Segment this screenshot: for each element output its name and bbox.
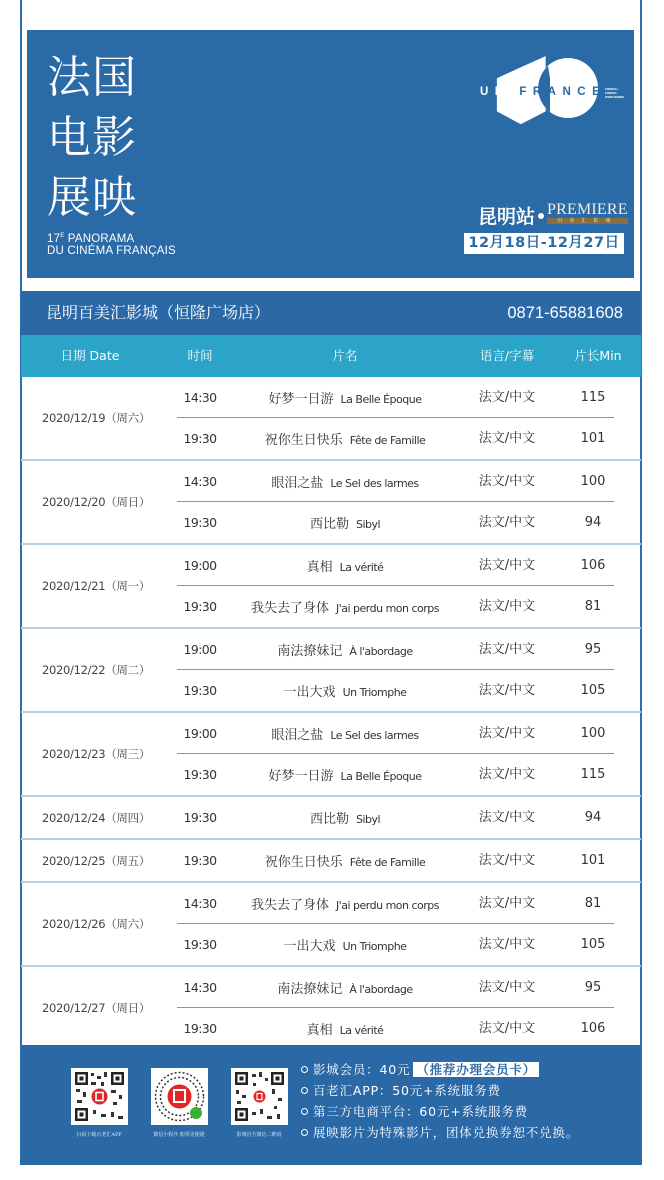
showtime: 14:30 bbox=[183, 896, 217, 911]
showtime: 19:00 bbox=[183, 726, 217, 741]
note-third-party-price: 第三方电商平台：60元+系统服务费 bbox=[301, 1101, 579, 1122]
festival-date-range: 12月18日-12月27日 bbox=[464, 233, 624, 254]
film-title-cn: 一出大戏 bbox=[283, 939, 336, 954]
unifrance-tagline: FRENCH CINEMA WORLDWIDE bbox=[605, 87, 625, 99]
table-row bbox=[21, 713, 641, 754]
cinema-phone: 0871-65881608 bbox=[507, 304, 623, 322]
showtime: 14:30 bbox=[183, 980, 217, 995]
language-subtitle: 法文/中文 bbox=[478, 1021, 536, 1036]
film-title bbox=[277, 629, 412, 672]
festival-title bbox=[47, 48, 137, 228]
film-title-fr: À l'abordage bbox=[349, 983, 413, 996]
date-cell: 2020/12/27（周日） bbox=[41, 1001, 151, 1015]
schedule-table-header bbox=[21, 335, 641, 377]
showtime: 14:30 bbox=[183, 390, 217, 405]
film-title-cn: 眼泪之盐 bbox=[271, 476, 324, 491]
table-row bbox=[21, 629, 641, 670]
qr-code-icon[interactable] bbox=[231, 1068, 288, 1125]
member-card-highlight: （推荐办理会员卡） bbox=[413, 1062, 539, 1077]
date-cell: 2020/12/24（周四） bbox=[41, 810, 151, 825]
table-row bbox=[21, 797, 641, 838]
language-subtitle: 法文/中文 bbox=[478, 937, 536, 952]
duration-min: 106 bbox=[580, 558, 606, 573]
showtime: 19:30 bbox=[183, 515, 217, 530]
film-title-cn: 好梦一日游 bbox=[268, 769, 334, 784]
film-title-fr: Sibyl bbox=[355, 813, 381, 826]
subtitle-panorama: PANORAMA bbox=[64, 233, 135, 245]
date-group bbox=[21, 629, 641, 713]
date-cell: 2020/12/25（周五） bbox=[41, 853, 151, 868]
date-group bbox=[21, 840, 641, 883]
subtitle-cinema: DU CINÉMA FRANÇAIS bbox=[47, 245, 176, 257]
film-title-cn: 好梦一日游 bbox=[268, 392, 334, 407]
duration-min: 95 bbox=[584, 642, 602, 657]
date-group bbox=[21, 883, 641, 967]
language-subtitle: 法文/中文 bbox=[478, 558, 536, 573]
table-row bbox=[21, 840, 641, 881]
date-group bbox=[21, 713, 641, 797]
date-group bbox=[21, 461, 641, 545]
film-title-cn: 我失去了身体 bbox=[250, 898, 329, 913]
language-subtitle: 法文/中文 bbox=[478, 390, 536, 405]
language-subtitle: 法文/中文 bbox=[478, 896, 536, 911]
film-title-fr: La Belle Époque bbox=[340, 393, 422, 406]
showtime: 19:00 bbox=[183, 642, 217, 657]
cinema-name: 昆明百美汇影城（恒隆广场店） bbox=[46, 303, 271, 322]
table-row bbox=[21, 461, 641, 502]
qr-caption: 影城官方微信二维码 bbox=[236, 1132, 282, 1138]
language-subtitle: 法文/中文 bbox=[478, 726, 536, 741]
showtime: 19:30 bbox=[183, 683, 217, 698]
duration-min: 105 bbox=[580, 683, 606, 698]
title-line: 电影 bbox=[47, 112, 137, 163]
festival-subtitle bbox=[47, 230, 176, 257]
circle-bullet-icon bbox=[301, 1066, 308, 1073]
mini-program-code-icon[interactable] bbox=[151, 1068, 208, 1125]
language-subtitle: 法文/中文 bbox=[478, 431, 536, 446]
showtime: 19:30 bbox=[183, 767, 217, 782]
qr-code-icon[interactable] bbox=[71, 1068, 128, 1125]
film-title-fr: La Belle Époque bbox=[340, 770, 422, 783]
film-title bbox=[269, 754, 422, 797]
language-subtitle: 法文/中文 bbox=[478, 810, 536, 825]
premiere-logo: PREMIERE 百美汇影城 bbox=[547, 200, 628, 224]
header-date: 日期 Date bbox=[60, 348, 120, 363]
edition-suffix: E bbox=[60, 233, 65, 239]
film-title-cn: 我失去了身体 bbox=[250, 601, 329, 616]
duration-min: 101 bbox=[580, 853, 606, 868]
film-title-cn: 祝你生日快乐 bbox=[264, 433, 343, 448]
showtime: 19:30 bbox=[183, 599, 217, 614]
language-subtitle: 法文/中文 bbox=[478, 599, 536, 614]
showtime: 19:30 bbox=[183, 1021, 217, 1036]
film-title bbox=[310, 797, 380, 840]
film-title-fr: Un Triomphe bbox=[342, 940, 407, 953]
duration-min: 100 bbox=[580, 474, 606, 489]
date-cell: 2020/12/20（周日） bbox=[41, 495, 151, 509]
language-subtitle: 法文/中文 bbox=[478, 683, 536, 698]
film-title bbox=[269, 377, 422, 420]
showtime: 19:30 bbox=[183, 431, 217, 446]
duration-min: 115 bbox=[580, 390, 606, 405]
showtime: 14:30 bbox=[183, 474, 217, 489]
date-cell: 2020/12/22（周二） bbox=[41, 663, 151, 677]
showtime: 19:30 bbox=[183, 810, 217, 825]
language-subtitle: 法文/中文 bbox=[478, 642, 536, 657]
qr-caption: 扫码下载百老汇APP bbox=[76, 1132, 122, 1138]
header-language: 语言/字幕 bbox=[479, 348, 535, 363]
film-title-fr: J'ai perdu mon corps bbox=[335, 602, 440, 615]
table-row bbox=[21, 670, 641, 711]
film-title-fr: J'ai perdu mon corps bbox=[335, 899, 440, 912]
circle-bullet-icon bbox=[301, 1108, 308, 1115]
duration-min: 115 bbox=[580, 767, 606, 782]
header-film: 片名 bbox=[332, 348, 358, 363]
table-row bbox=[21, 967, 641, 1008]
film-title bbox=[271, 461, 418, 504]
header-time: 时间 bbox=[187, 348, 213, 363]
ticket-price-notes bbox=[301, 1059, 579, 1143]
language-subtitle: 法文/中文 bbox=[478, 767, 536, 782]
duration-min: 106 bbox=[580, 1021, 606, 1036]
note-member-price: 影城会员：40元 （推荐办理会员卡） bbox=[301, 1059, 579, 1080]
qr-caption: 微信小程序 购票更便捷 bbox=[153, 1132, 205, 1138]
table-row bbox=[21, 883, 641, 924]
duration-min: 81 bbox=[584, 896, 602, 911]
title-line: 展映 bbox=[47, 172, 137, 223]
date-cell: 2020/12/23（周三） bbox=[41, 747, 151, 761]
film-title-fr: Un Triomphe bbox=[342, 686, 407, 699]
table-row bbox=[21, 1008, 641, 1049]
film-title bbox=[271, 713, 418, 756]
showtime: 19:30 bbox=[183, 937, 217, 952]
film-title bbox=[265, 418, 426, 461]
table-row bbox=[21, 418, 641, 459]
film-title-cn: 西比勒 bbox=[309, 517, 349, 532]
duration-min: 81 bbox=[584, 599, 602, 614]
duration-min: 105 bbox=[580, 937, 606, 952]
date-group bbox=[21, 967, 641, 1051]
film-title-cn: 真相 bbox=[306, 1023, 333, 1038]
schedule-table-body bbox=[21, 377, 641, 1051]
duration-min: 100 bbox=[580, 726, 606, 741]
festival-banner bbox=[27, 30, 634, 278]
header-duration: 片长Min bbox=[574, 348, 622, 363]
duration-min: 94 bbox=[584, 810, 602, 825]
film-title-fr: Le Sel des larmes bbox=[330, 729, 419, 742]
film-title-fr: Le Sel des larmes bbox=[330, 477, 419, 490]
film-title bbox=[265, 840, 426, 883]
film-title-cn: 南法撩妹记 bbox=[277, 982, 343, 997]
film-title-cn: 眼泪之盐 bbox=[271, 728, 324, 743]
note-voucher-policy: 展映影片为特殊影片，团体兑换券恕不兑换。 bbox=[301, 1122, 579, 1143]
date-cell: 2020/12/26（周六） bbox=[41, 917, 151, 931]
film-title-cn: 西比勒 bbox=[309, 812, 349, 827]
circle-bullet-icon bbox=[301, 1129, 308, 1136]
showtime: 19:30 bbox=[183, 853, 217, 868]
showtime: 19:00 bbox=[183, 558, 217, 573]
language-subtitle: 法文/中文 bbox=[478, 980, 536, 995]
duration-min: 101 bbox=[580, 431, 606, 446]
table-row bbox=[21, 377, 641, 418]
film-title bbox=[284, 670, 407, 713]
ticket-info-footer bbox=[21, 1045, 641, 1165]
table-row bbox=[21, 545, 641, 586]
film-title bbox=[277, 967, 412, 1010]
film-title bbox=[307, 545, 384, 588]
table-row bbox=[21, 502, 641, 543]
film-title-cn: 一出大戏 bbox=[283, 685, 336, 700]
duration-min: 95 bbox=[584, 980, 602, 995]
film-title-cn: 祝你生日快乐 bbox=[264, 855, 343, 870]
edition-number: 17 bbox=[47, 233, 61, 245]
date-cell: 2020/12/19（周六） bbox=[41, 411, 151, 425]
film-title-cn: 真相 bbox=[306, 560, 333, 575]
date-group bbox=[21, 797, 641, 840]
table-row bbox=[21, 924, 641, 965]
unifrance-wordmark: UNIFRANCE bbox=[480, 86, 607, 98]
film-title bbox=[251, 883, 439, 926]
note-app-price: 百老汇APP：50元+系统服务费 bbox=[301, 1080, 579, 1101]
circle-bullet-icon bbox=[301, 1087, 308, 1094]
date-group bbox=[21, 377, 641, 461]
film-title bbox=[251, 586, 439, 629]
date-group bbox=[21, 545, 641, 629]
language-subtitle: 法文/中文 bbox=[478, 853, 536, 868]
station-city: 昆明站 bbox=[478, 206, 536, 228]
film-title-fr: À l'abordage bbox=[349, 645, 413, 658]
film-title bbox=[310, 502, 380, 545]
date-cell: 2020/12/21（周一） bbox=[41, 579, 151, 593]
film-title-fr: La vérité bbox=[339, 1024, 384, 1037]
film-title-fr: La vérité bbox=[339, 561, 384, 574]
dot-icon bbox=[538, 213, 544, 219]
unifrance-logo bbox=[480, 52, 630, 132]
language-subtitle: 法文/中文 bbox=[478, 515, 536, 530]
film-title-cn: 南法撩妹记 bbox=[277, 644, 343, 659]
language-subtitle: 法文/中文 bbox=[478, 474, 536, 489]
duration-min: 94 bbox=[584, 515, 602, 530]
title-line: 法国 bbox=[47, 52, 137, 103]
table-row bbox=[21, 586, 641, 627]
cinema-info-bar bbox=[21, 291, 641, 335]
film-title-fr: Fête de Famille bbox=[349, 434, 426, 447]
table-row bbox=[21, 754, 641, 795]
film-title-fr: Fête de Famille bbox=[349, 856, 426, 869]
film-title-fr: Sibyl bbox=[355, 518, 381, 531]
station-label bbox=[478, 202, 628, 228]
film-title bbox=[284, 924, 407, 967]
